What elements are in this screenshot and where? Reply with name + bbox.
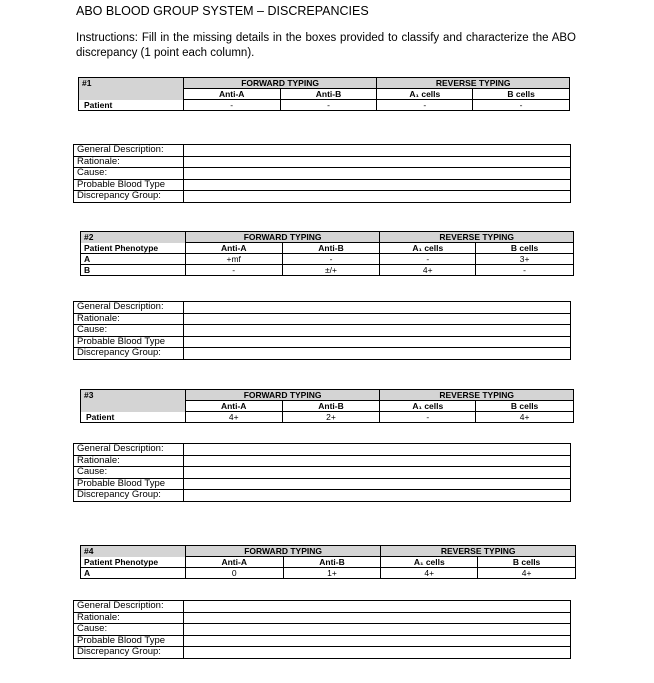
general-description-field[interactable] [184,601,571,613]
anti-a-result: - [185,265,282,276]
general-description-field[interactable] [184,145,571,157]
a1-cells-header: A₁ cells [380,243,476,254]
b-cells-header: B cells [476,243,574,254]
discrepancy-group-label: Discrepancy Group: [74,490,184,502]
cause-label: Cause: [74,467,184,479]
reverse-typing-header: REVERSE TYPING [381,546,576,557]
discrepancy-group-field[interactable] [184,191,571,203]
case-id: #1 [79,78,184,89]
row-label: A [81,568,186,579]
b-cells-result: 4+ [478,568,576,579]
b-cells-header: B cells [478,557,576,568]
discrepancy-group-field[interactable] [184,647,571,659]
b-cells-result: 4+ [476,412,574,423]
case-id: #3 [81,390,186,401]
case-1-description-table [73,144,571,203]
forward-typing-header: FORWARD TYPING [185,546,381,557]
cause-field[interactable] [184,624,571,636]
case-3-description-table [73,443,571,502]
probable-blood-type-label: Probable Blood Type [74,179,184,191]
row-label: B [81,265,186,276]
anti-a-result: +mf [185,254,282,265]
cause-field[interactable] [184,467,571,479]
case-id: #2 [81,232,186,243]
rationale-label: Rationale: [74,455,184,467]
general-description-field[interactable] [184,302,571,314]
case-2-typing-table [80,231,574,276]
b-cells-result: - [476,265,574,276]
page-title: ABO BLOOD GROUP SYSTEM – DISCREPANCIES [76,4,369,18]
discrepancy-group-label: Discrepancy Group: [74,348,184,360]
row-label: Patient [79,100,184,111]
a1-cells-result: - [377,100,473,111]
row-label: Patient [81,412,186,423]
a1-cells-header: A₁ cells [381,557,478,568]
a1-cells-result: - [380,412,476,423]
cause-field[interactable] [184,168,571,180]
anti-a-header: Anti-A [185,557,283,568]
discrepancy-group-label: Discrepancy Group: [74,191,184,203]
probable-blood-type-field[interactable] [184,336,571,348]
rationale-field[interactable] [184,455,571,467]
rationale-field[interactable] [184,156,571,168]
general-description-label: General Description: [74,444,184,456]
anti-b-result: - [282,254,380,265]
case-id: #4 [81,546,186,557]
anti-b-result: 1+ [283,568,381,579]
a1-cells-result: 4+ [380,265,476,276]
cause-label: Cause: [74,168,184,180]
anti-b-header: Anti-B [282,243,380,254]
anti-a-header: Anti-A [185,401,282,412]
general-description-field[interactable] [184,444,571,456]
rationale-label: Rationale: [74,156,184,168]
anti-b-header: Anti-B [280,89,377,100]
general-description-label: General Description: [74,302,184,314]
rationale-label: Rationale: [74,612,184,624]
forward-typing-header: FORWARD TYPING [185,232,380,243]
b-cells-result: 3+ [476,254,574,265]
anti-b-header: Anti-B [283,557,381,568]
b-cells-header: B cells [473,89,570,100]
discrepancy-group-field[interactable] [184,490,571,502]
a1-cells-header: A₁ cells [380,401,476,412]
cause-field[interactable] [184,325,571,337]
general-description-label: General Description: [74,145,184,157]
anti-a-header: Anti-A [183,89,280,100]
probable-blood-type-field[interactable] [184,478,571,490]
general-description-label: General Description: [74,601,184,613]
anti-b-header: Anti-B [282,401,380,412]
anti-b-result: ±/+ [282,265,380,276]
cause-label: Cause: [74,325,184,337]
b-cells-header: B cells [476,401,574,412]
reverse-typing-header: REVERSE TYPING [380,390,574,401]
probable-blood-type-label: Probable Blood Type [74,336,184,348]
anti-b-result: - [280,100,377,111]
case-1-typing-table [78,77,570,111]
a1-cells-result: - [380,254,476,265]
row-label: A [81,254,186,265]
a1-cells-header: A₁ cells [377,89,473,100]
reverse-typing-header: REVERSE TYPING [380,232,574,243]
rationale-label: Rationale: [74,313,184,325]
case-4-description-table [73,600,571,659]
anti-b-result: 2+ [282,412,380,423]
rationale-field[interactable] [184,313,571,325]
a1-cells-result: 4+ [381,568,478,579]
b-cells-result: - [473,100,570,111]
anti-a-result: 4+ [185,412,282,423]
probable-blood-type-field[interactable] [184,179,571,191]
case-2-description-table [73,301,571,360]
cause-label: Cause: [74,624,184,636]
row-header: Patient Phenotype [81,243,186,254]
discrepancy-group-label: Discrepancy Group: [74,647,184,659]
anti-a-header: Anti-A [185,243,282,254]
probable-blood-type-label: Probable Blood Type [74,635,184,647]
forward-typing-header: FORWARD TYPING [185,390,380,401]
case-4-typing-table [80,545,576,579]
probable-blood-type-field[interactable] [184,635,571,647]
rationale-field[interactable] [184,612,571,624]
forward-typing-header: FORWARD TYPING [183,78,377,89]
anti-a-result: 0 [185,568,283,579]
reverse-typing-header: REVERSE TYPING [377,78,570,89]
probable-blood-type-label: Probable Blood Type [74,478,184,490]
anti-a-result: - [183,100,280,111]
row-header: Patient Phenotype [81,557,186,568]
discrepancy-group-field[interactable] [184,348,571,360]
instructions: Instructions: Fill in the missing details in the boxes provided to classify and characterize the ABO discrepancy (1 point each column). [76,32,576,59]
case-3-typing-table [80,389,574,423]
